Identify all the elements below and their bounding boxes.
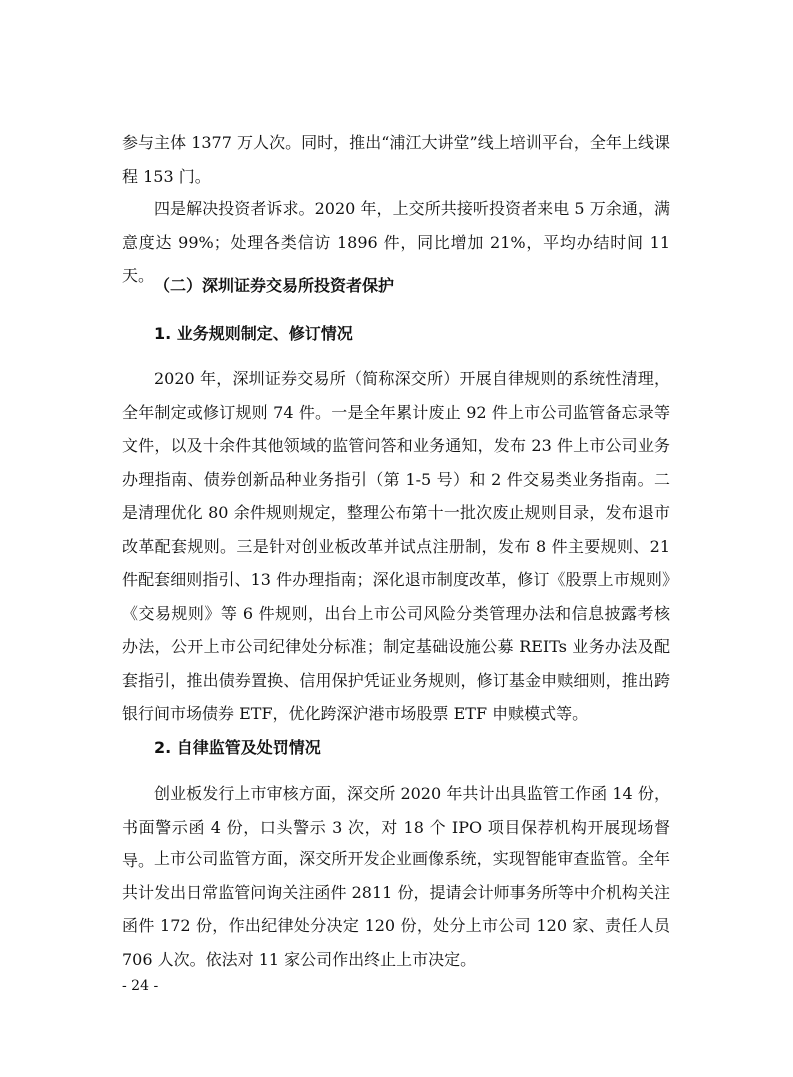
paragraph-gem-review: 创业板发行上市审核方面，深交所 2020 年共计出具监管工作函 14 份，书面警示函 4 份，口头警示 3 次，对 18 个 IPO 项目保荐机构开展现场督导。: [122, 784, 670, 870]
subheading-rules: 1. 业务规则制定、修订情况: [154, 324, 353, 343]
section-heading: （二）深圳证券交易所投资者保护: [154, 276, 395, 295]
paragraph-continuation: 参与主体 1377 万人次。同时，推出“浦江大讲堂”线上培训平台，全年上线课程 153 门。: [122, 133, 670, 186]
paragraph-rules: 2020 年，深圳证券交易所（简称深交所）开展自律规则的系统性清理，全年制定或修订规则 74 件。一是全年累计废止 92 件上市公司监管备忘录等文件，以及十余件其他领域的监管问答和业务通知，发布 23 件上市公司业务办理指南、债券创新品种业务指引（第 1-5 号）和 2 件交易类业务指南。二是清理优化 80 余件规则规定，整理公布第十一批次废止规则目录，发布退市改革配套规则。三是针对创业板改革并试点注册制，发布 8 件主要规则、21 件配套细则指引、13 件办理指南；深化退市制度改革，修订《股票上市规则》《交易规则》等 6 件规则，出台上市公司风险分类管理办法和信息披露考核办法，公开上市公司纪律处分标准；制定基础设施公募 REITs 业务办法及配套指引，推出债券置换、信用保护凭证业务规则，修订基金申赎细则，推出跨银行间市场债券 ETF，优化跨深沪港市场股票 ETF 申赎模式等。: [122, 369, 670, 723]
paragraph-listed-company-supervision: 上市公司监管方面，深交所开发企业画像系统，实现智能审查监管。全年共计发出日常监管问询关注函件 2811 份，提请会计师事务所等中介机构关注函件 172 份，作出纪律处分决定 120 份，处分上市公司 120 家、责任人员 706 人次。依法对 11 家公司作出终止上市决定。: [122, 849, 670, 969]
paragraph-investor-complaints: 四是解决投资者诉求。2020 年，上交所共接听投资者来电 5 万余通，满意度达 99%；处理各类信访 1896 件，同比增加 21%，平均办结时间 11 天。: [122, 199, 670, 285]
subheading-supervision: 2. 自律监管及处罚情况: [154, 738, 321, 757]
page-number: - 24 -: [122, 978, 159, 994]
